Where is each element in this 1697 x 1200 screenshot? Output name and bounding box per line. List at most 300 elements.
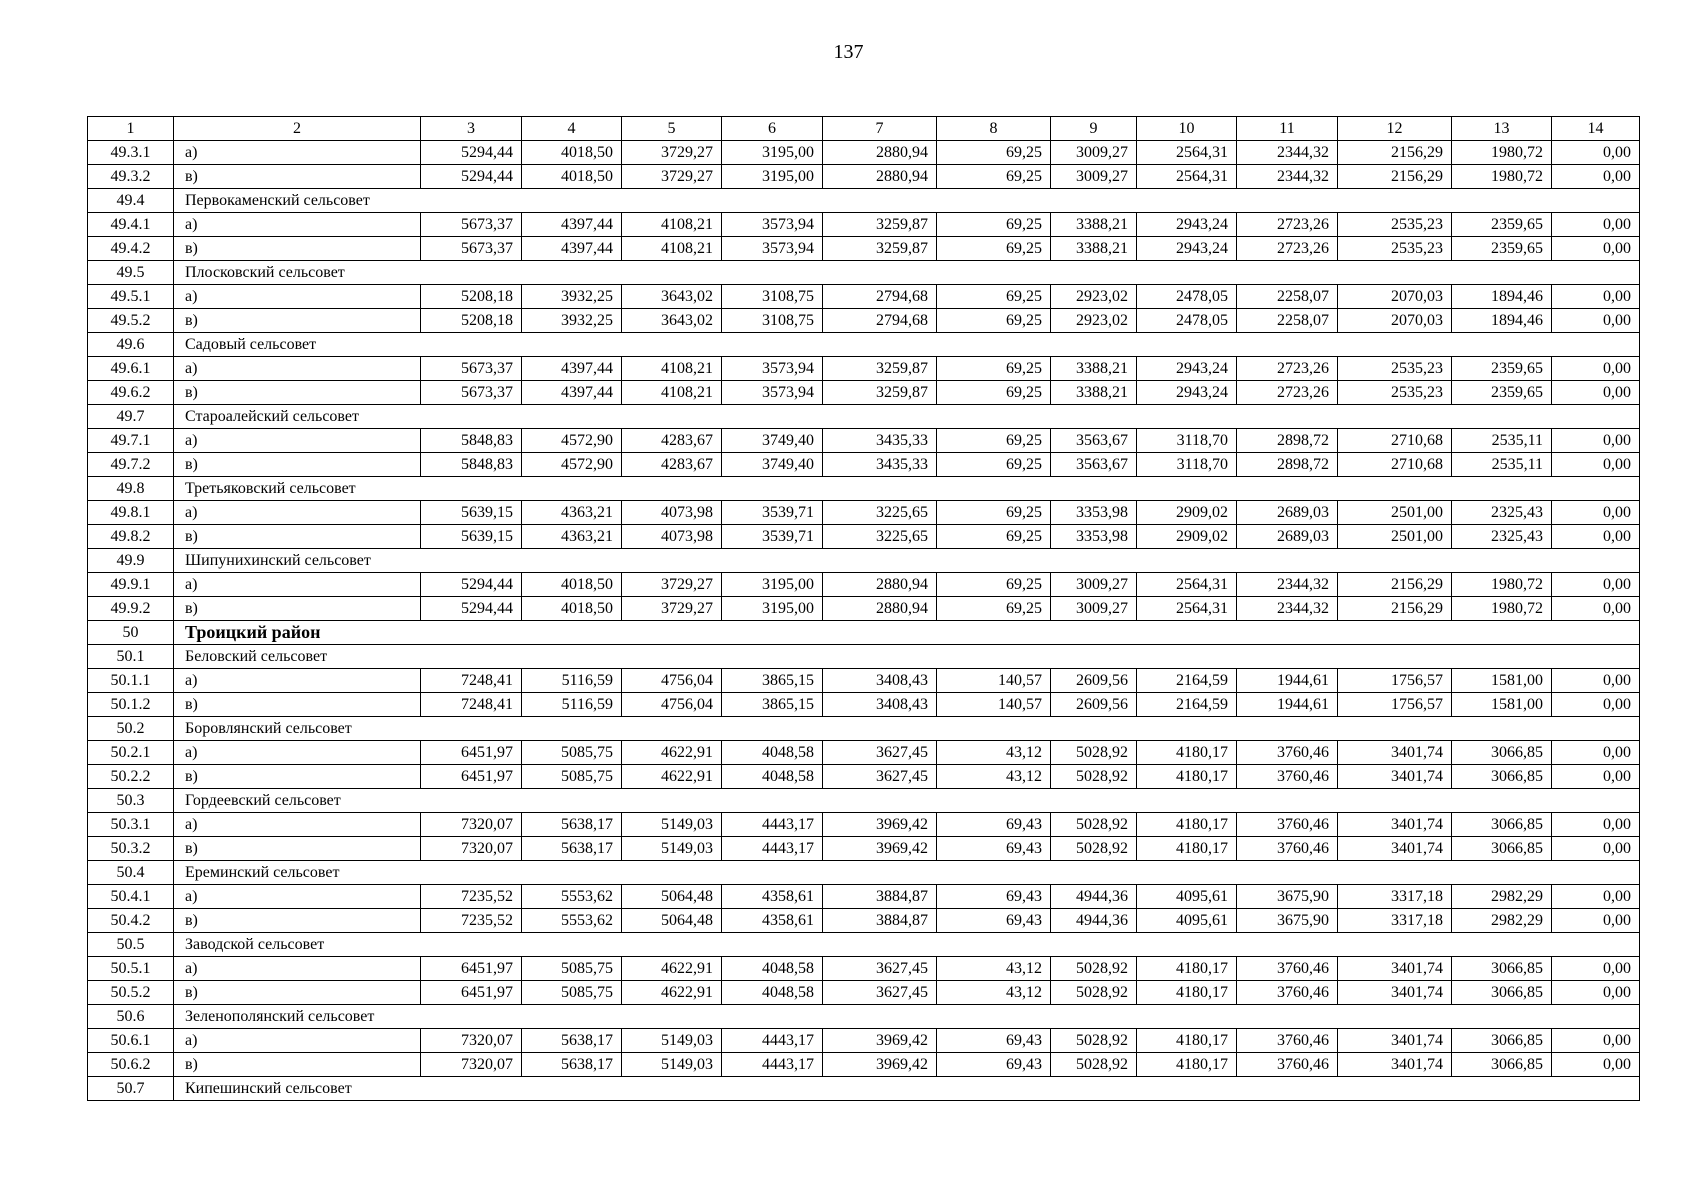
value-cell: 3259,87 (823, 381, 937, 405)
value-cell: 3066,85 (1452, 813, 1552, 837)
column-number-row (88, 117, 1640, 141)
value-cell: 5638,17 (522, 1029, 622, 1053)
section-header-row (88, 477, 1640, 501)
value-cell: 3118,70 (1137, 429, 1237, 453)
value-cell: 3066,85 (1452, 1053, 1552, 1077)
row-number: 49.4 (88, 189, 174, 213)
row-number: 50.4.2 (88, 909, 174, 933)
value-cell: 0,00 (1552, 165, 1640, 189)
value-cell: 5085,75 (522, 957, 622, 981)
value-cell: 4358,61 (722, 909, 823, 933)
value-cell: 4048,58 (722, 741, 823, 765)
value-cell: 69,25 (937, 381, 1051, 405)
value-cell: 3408,43 (823, 693, 937, 717)
table-row (88, 909, 1640, 933)
value-cell: 3388,21 (1051, 381, 1137, 405)
row-label: в) (174, 165, 421, 189)
column-number-1: 1 (88, 117, 174, 141)
column-number-9: 9 (1051, 117, 1137, 141)
value-cell: 0,00 (1552, 1029, 1640, 1053)
table-row (88, 237, 1640, 261)
value-cell: 5294,44 (421, 141, 522, 165)
value-cell: 3573,94 (722, 213, 823, 237)
table-row (88, 285, 1640, 309)
value-cell: 0,00 (1552, 669, 1640, 693)
table-row (88, 501, 1640, 525)
value-cell: 3353,98 (1051, 501, 1137, 525)
table-row (88, 381, 1640, 405)
row-number: 50.1 (88, 645, 174, 669)
value-cell: 2535,11 (1452, 453, 1552, 477)
value-cell: 0,00 (1552, 1053, 1640, 1077)
value-cell: 43,12 (937, 981, 1051, 1005)
row-label: в) (174, 525, 421, 549)
value-cell: 69,43 (937, 1029, 1051, 1053)
value-cell: 3401,74 (1338, 741, 1452, 765)
value-cell: 3388,21 (1051, 213, 1137, 237)
value-cell: 5848,83 (421, 453, 522, 477)
value-cell: 4443,17 (722, 813, 823, 837)
value-cell: 2909,02 (1137, 501, 1237, 525)
row-number: 49.9.2 (88, 597, 174, 621)
value-cell: 69,25 (937, 357, 1051, 381)
value-cell: 3009,27 (1051, 141, 1137, 165)
row-number: 50.3.1 (88, 813, 174, 837)
row-label: а) (174, 813, 421, 837)
value-cell: 3195,00 (722, 573, 823, 597)
value-cell: 3884,87 (823, 885, 937, 909)
section-title: Беловский сельсовет (174, 645, 1640, 669)
value-cell: 4180,17 (1137, 957, 1237, 981)
value-cell: 2258,07 (1237, 309, 1338, 333)
value-cell: 6451,97 (421, 765, 522, 789)
value-cell: 3401,74 (1338, 957, 1452, 981)
value-cell: 5638,17 (522, 837, 622, 861)
district-title: Троицкий район (174, 621, 1640, 645)
value-cell: 3865,15 (722, 693, 823, 717)
value-cell: 5639,15 (421, 525, 522, 549)
value-cell: 2359,65 (1452, 381, 1552, 405)
table-body (88, 117, 1640, 1101)
value-cell: 140,57 (937, 693, 1051, 717)
row-label: в) (174, 981, 421, 1005)
value-cell: 4018,50 (522, 573, 622, 597)
value-cell: 3760,46 (1237, 1029, 1338, 1053)
row-number: 49.6.2 (88, 381, 174, 405)
value-cell: 4180,17 (1137, 741, 1237, 765)
column-number-11: 11 (1237, 117, 1338, 141)
value-cell: 2344,32 (1237, 573, 1338, 597)
value-cell: 3643,02 (622, 285, 722, 309)
value-cell: 5028,92 (1051, 1029, 1137, 1053)
table-row (88, 573, 1640, 597)
table-row (88, 813, 1640, 837)
value-cell: 3401,74 (1338, 1029, 1452, 1053)
table-row (88, 309, 1640, 333)
value-cell: 2564,31 (1137, 141, 1237, 165)
value-cell: 5208,18 (421, 285, 522, 309)
row-number: 50.4.1 (88, 885, 174, 909)
table-row (88, 765, 1640, 789)
value-cell: 69,25 (937, 213, 1051, 237)
value-cell: 5294,44 (421, 597, 522, 621)
value-cell: 5116,59 (522, 669, 622, 693)
value-cell: 1756,57 (1338, 693, 1452, 717)
value-cell: 69,43 (937, 885, 1051, 909)
value-cell: 3760,46 (1237, 1053, 1338, 1077)
value-cell: 3969,42 (823, 1053, 937, 1077)
section-header-row (88, 1077, 1640, 1101)
section-header-row (88, 717, 1640, 741)
value-cell: 4180,17 (1137, 813, 1237, 837)
value-cell: 4572,90 (522, 429, 622, 453)
value-cell: 6451,97 (421, 741, 522, 765)
row-number: 49.9.1 (88, 573, 174, 597)
value-cell: 2943,24 (1137, 213, 1237, 237)
row-label: а) (174, 957, 421, 981)
value-cell: 6451,97 (421, 957, 522, 981)
value-cell: 3627,45 (823, 741, 937, 765)
value-cell: 3749,40 (722, 453, 823, 477)
table-row (88, 885, 1640, 909)
value-cell: 69,25 (937, 597, 1051, 621)
value-cell: 5149,03 (622, 1053, 722, 1077)
value-cell: 3729,27 (622, 165, 722, 189)
row-number: 49.8 (88, 477, 174, 501)
row-label: в) (174, 693, 421, 717)
value-cell: 3388,21 (1051, 237, 1137, 261)
value-cell: 2898,72 (1237, 453, 1338, 477)
value-cell: 1980,72 (1452, 165, 1552, 189)
value-cell: 69,25 (937, 165, 1051, 189)
value-cell: 3259,87 (823, 213, 937, 237)
value-cell: 0,00 (1552, 741, 1640, 765)
value-cell: 5673,37 (421, 381, 522, 405)
value-cell: 3539,71 (722, 525, 823, 549)
value-cell: 3729,27 (622, 573, 722, 597)
value-cell: 4108,21 (622, 213, 722, 237)
row-number: 50.1.1 (88, 669, 174, 693)
value-cell: 2535,23 (1338, 213, 1452, 237)
value-cell: 2880,94 (823, 165, 937, 189)
value-cell: 4756,04 (622, 669, 722, 693)
row-number: 49.7 (88, 405, 174, 429)
value-cell: 3932,25 (522, 285, 622, 309)
value-cell: 3066,85 (1452, 981, 1552, 1005)
value-cell: 3760,46 (1237, 837, 1338, 861)
value-cell: 2535,23 (1338, 237, 1452, 261)
row-number: 50.5.2 (88, 981, 174, 1005)
tariff-table (87, 116, 1640, 1101)
value-cell: 69,25 (937, 285, 1051, 309)
value-cell: 0,00 (1552, 213, 1640, 237)
value-cell: 0,00 (1552, 141, 1640, 165)
value-cell: 3195,00 (722, 597, 823, 621)
value-cell: 3760,46 (1237, 957, 1338, 981)
column-number-12: 12 (1338, 117, 1452, 141)
value-cell: 3401,74 (1338, 837, 1452, 861)
row-number: 50.6.1 (88, 1029, 174, 1053)
value-cell: 69,25 (937, 453, 1051, 477)
section-title: Первокаменский сельсовет (174, 189, 1640, 213)
row-label: а) (174, 501, 421, 525)
value-cell: 0,00 (1552, 765, 1640, 789)
value-cell: 3401,74 (1338, 1053, 1452, 1077)
row-number: 49.6.1 (88, 357, 174, 381)
value-cell: 3760,46 (1237, 981, 1338, 1005)
value-cell: 0,00 (1552, 501, 1640, 525)
value-cell: 7320,07 (421, 837, 522, 861)
value-cell: 3225,65 (823, 501, 937, 525)
value-cell: 3729,27 (622, 141, 722, 165)
section-title: Зеленополянский сельсовет (174, 1005, 1640, 1029)
value-cell: 2070,03 (1338, 285, 1452, 309)
row-label: а) (174, 141, 421, 165)
row-number: 49.5 (88, 261, 174, 285)
value-cell: 2609,56 (1051, 669, 1137, 693)
value-cell: 5085,75 (522, 741, 622, 765)
value-cell: 7248,41 (421, 693, 522, 717)
value-cell: 3627,45 (823, 957, 937, 981)
value-cell: 5028,92 (1051, 813, 1137, 837)
section-title: Гордеевский сельсовет (174, 789, 1640, 813)
value-cell: 5028,92 (1051, 765, 1137, 789)
value-cell: 2501,00 (1338, 501, 1452, 525)
row-label: а) (174, 1029, 421, 1053)
column-number-6: 6 (722, 117, 823, 141)
value-cell: 5638,17 (522, 813, 622, 837)
section-title: Заводской сельсовет (174, 933, 1640, 957)
table-row (88, 213, 1640, 237)
value-cell: 5149,03 (622, 1029, 722, 1053)
value-cell: 7248,41 (421, 669, 522, 693)
value-cell: 4622,91 (622, 741, 722, 765)
section-header-row (88, 861, 1640, 885)
value-cell: 5294,44 (421, 165, 522, 189)
table-row (88, 141, 1640, 165)
value-cell: 3108,75 (722, 309, 823, 333)
value-cell: 7235,52 (421, 909, 522, 933)
value-cell: 1944,61 (1237, 669, 1338, 693)
value-cell: 7235,52 (421, 885, 522, 909)
section-header-row (88, 789, 1640, 813)
value-cell: 4283,67 (622, 429, 722, 453)
value-cell: 5673,37 (421, 213, 522, 237)
value-cell: 2689,03 (1237, 501, 1338, 525)
table-row (88, 981, 1640, 1005)
value-cell: 3317,18 (1338, 885, 1452, 909)
value-cell: 0,00 (1552, 885, 1640, 909)
row-number: 49.8.1 (88, 501, 174, 525)
section-title: Боровлянский сельсовет (174, 717, 1640, 741)
row-label: а) (174, 429, 421, 453)
value-cell: 2164,59 (1137, 669, 1237, 693)
value-cell: 4095,61 (1137, 885, 1237, 909)
row-number: 50.3.2 (88, 837, 174, 861)
value-cell: 2710,68 (1338, 429, 1452, 453)
value-cell: 3401,74 (1338, 765, 1452, 789)
table-row (88, 453, 1640, 477)
value-cell: 69,25 (937, 573, 1051, 597)
value-cell: 4363,21 (522, 501, 622, 525)
value-cell: 3675,90 (1237, 909, 1338, 933)
column-number-10: 10 (1137, 117, 1237, 141)
value-cell: 4095,61 (1137, 909, 1237, 933)
table-row (88, 429, 1640, 453)
value-cell: 3969,42 (823, 813, 937, 837)
row-number: 50.1.2 (88, 693, 174, 717)
value-cell: 69,25 (937, 429, 1051, 453)
value-cell: 4622,91 (622, 765, 722, 789)
value-cell: 3865,15 (722, 669, 823, 693)
value-cell: 2478,05 (1137, 309, 1237, 333)
row-number: 50.4 (88, 861, 174, 885)
row-number: 49.4.1 (88, 213, 174, 237)
value-cell: 1980,72 (1452, 573, 1552, 597)
district-header-row (88, 621, 1640, 645)
value-cell: 4397,44 (522, 237, 622, 261)
value-cell: 3573,94 (722, 357, 823, 381)
value-cell: 4018,50 (522, 165, 622, 189)
value-cell: 2359,65 (1452, 237, 1552, 261)
value-cell: 0,00 (1552, 957, 1640, 981)
table-row (88, 837, 1640, 861)
column-number-2: 2 (174, 117, 421, 141)
value-cell: 5149,03 (622, 813, 722, 837)
column-number-14: 14 (1552, 117, 1640, 141)
table-row (88, 357, 1640, 381)
value-cell: 2564,31 (1137, 597, 1237, 621)
row-number: 49.9 (88, 549, 174, 573)
value-cell: 4363,21 (522, 525, 622, 549)
value-cell: 3969,42 (823, 1029, 937, 1053)
value-cell: 3435,33 (823, 429, 937, 453)
value-cell: 5673,37 (421, 237, 522, 261)
value-cell: 2723,26 (1237, 381, 1338, 405)
value-cell: 3760,46 (1237, 765, 1338, 789)
value-cell: 3009,27 (1051, 597, 1137, 621)
row-label: в) (174, 597, 421, 621)
row-number: 49.4.2 (88, 237, 174, 261)
value-cell: 7320,07 (421, 1029, 522, 1053)
value-cell: 2156,29 (1338, 165, 1452, 189)
value-cell: 3066,85 (1452, 741, 1552, 765)
section-header-row (88, 189, 1640, 213)
value-cell: 5639,15 (421, 501, 522, 525)
value-cell: 0,00 (1552, 453, 1640, 477)
section-title: Кипешинский сельсовет (174, 1077, 1640, 1101)
value-cell: 3353,98 (1051, 525, 1137, 549)
value-cell: 0,00 (1552, 909, 1640, 933)
row-number: 50.3 (88, 789, 174, 813)
value-cell: 3643,02 (622, 309, 722, 333)
value-cell: 4048,58 (722, 957, 823, 981)
value-cell: 2880,94 (823, 141, 937, 165)
value-cell: 3573,94 (722, 381, 823, 405)
value-cell: 4180,17 (1137, 765, 1237, 789)
value-cell: 5064,48 (622, 885, 722, 909)
value-cell: 0,00 (1552, 357, 1640, 381)
value-cell: 4443,17 (722, 837, 823, 861)
value-cell: 3388,21 (1051, 357, 1137, 381)
row-number: 49.6 (88, 333, 174, 357)
value-cell: 3627,45 (823, 765, 937, 789)
value-cell: 2880,94 (823, 573, 937, 597)
value-cell: 4622,91 (622, 981, 722, 1005)
value-cell: 5553,62 (522, 909, 622, 933)
value-cell: 2156,29 (1338, 597, 1452, 621)
value-cell: 2898,72 (1237, 429, 1338, 453)
column-number-5: 5 (622, 117, 722, 141)
value-cell: 2156,29 (1338, 573, 1452, 597)
value-cell: 5028,92 (1051, 1053, 1137, 1077)
value-cell: 2923,02 (1051, 285, 1137, 309)
value-cell: 4572,90 (522, 453, 622, 477)
value-cell: 3195,00 (722, 165, 823, 189)
value-cell: 2723,26 (1237, 357, 1338, 381)
value-cell: 1894,46 (1452, 285, 1552, 309)
table-row (88, 525, 1640, 549)
row-number: 49.3.2 (88, 165, 174, 189)
value-cell: 2943,24 (1137, 237, 1237, 261)
value-cell: 2982,29 (1452, 885, 1552, 909)
value-cell: 2501,00 (1338, 525, 1452, 549)
value-cell: 69,25 (937, 141, 1051, 165)
value-cell: 7320,07 (421, 1053, 522, 1077)
value-cell: 3435,33 (823, 453, 937, 477)
value-cell: 3108,75 (722, 285, 823, 309)
value-cell: 4180,17 (1137, 1053, 1237, 1077)
value-cell: 3066,85 (1452, 837, 1552, 861)
value-cell: 2164,59 (1137, 693, 1237, 717)
value-cell: 4073,98 (622, 525, 722, 549)
value-cell: 0,00 (1552, 693, 1640, 717)
value-cell: 5028,92 (1051, 981, 1137, 1005)
row-label: в) (174, 909, 421, 933)
section-header-row (88, 405, 1640, 429)
table-row (88, 1053, 1640, 1077)
value-cell: 4048,58 (722, 765, 823, 789)
column-number-4: 4 (522, 117, 622, 141)
value-cell: 43,12 (937, 957, 1051, 981)
value-cell: 4108,21 (622, 237, 722, 261)
value-cell: 4397,44 (522, 381, 622, 405)
row-label: а) (174, 573, 421, 597)
row-label: а) (174, 357, 421, 381)
table-row (88, 693, 1640, 717)
value-cell: 3066,85 (1452, 765, 1552, 789)
value-cell: 0,00 (1552, 309, 1640, 333)
value-cell: 5116,59 (522, 693, 622, 717)
row-number: 50.7 (88, 1077, 174, 1101)
value-cell: 140,57 (937, 669, 1051, 693)
value-cell: 2535,11 (1452, 429, 1552, 453)
value-cell: 1756,57 (1338, 669, 1452, 693)
value-cell: 3066,85 (1452, 957, 1552, 981)
value-cell: 5208,18 (421, 309, 522, 333)
value-cell: 4944,36 (1051, 909, 1137, 933)
value-cell: 2982,29 (1452, 909, 1552, 933)
value-cell: 2943,24 (1137, 381, 1237, 405)
row-number: 49.7.2 (88, 453, 174, 477)
value-cell: 2325,43 (1452, 501, 1552, 525)
value-cell: 2723,26 (1237, 213, 1338, 237)
value-cell: 4397,44 (522, 213, 622, 237)
value-cell: 1980,72 (1452, 141, 1552, 165)
value-cell: 3539,71 (722, 501, 823, 525)
value-cell: 0,00 (1552, 381, 1640, 405)
value-cell: 2943,24 (1137, 357, 1237, 381)
